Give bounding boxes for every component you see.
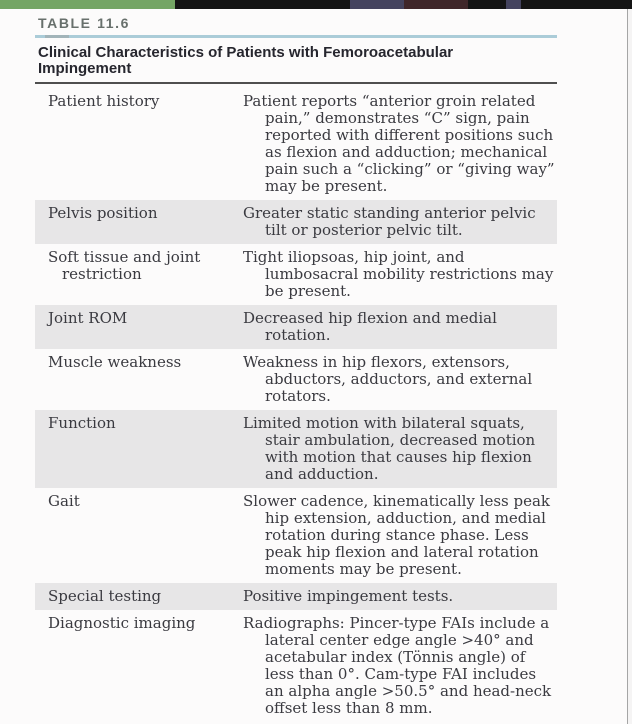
row-category: Special testing <box>48 587 162 605</box>
table-rows <box>35 88 557 722</box>
row-category: Soft tissue and joint restriction <box>48 248 201 283</box>
table-title: Clinical Characteristics of Patients with Femoroacetabular Impingement <box>38 44 454 77</box>
page-edge-strip <box>628 9 632 724</box>
row-category: Pelvis position <box>48 204 158 222</box>
row-description: Decreased hip flexion and medial rotation. <box>243 309 497 344</box>
row-description: Weakness in hip flexors, extensors, abductors, adductors, and external rotators. <box>243 353 533 405</box>
timeline-segment <box>506 0 521 9</box>
row-category: Joint ROM <box>48 309 128 327</box>
timeline-segment <box>350 0 404 9</box>
table-title-rule <box>35 82 557 84</box>
row-category: Function <box>48 414 116 432</box>
video-timeline[interactable] <box>0 0 632 9</box>
table-row <box>35 610 557 722</box>
row-description: Patient reports “anterior groin related pain,” demonstrates “C” sign, pain reported with different positions such as flexion and adduction; mechanical pain such a “clicking” or “giving way” may be present. <box>243 92 555 195</box>
row-description: Slower cadence, kinematically less peak hip extension, adduction, and medial rotation during stance phase. Less peak hip flexion and lateral rotation moments may be present. <box>243 492 551 578</box>
table-row <box>35 200 557 244</box>
row-category: Muscle weakness <box>48 353 182 371</box>
timeline-segment <box>0 0 175 9</box>
table-row <box>35 410 557 488</box>
row-description: Radiographs: Pincer-type FAIs include a lateral center edge angle >40° and acetabular index (Tönnis angle) of less than 0°. Cam-type FAI includes an alpha angle >50.5° and head-neck offset less than 8 mm. <box>243 614 552 717</box>
table-number-label: TABLE 11.6 <box>38 15 130 31</box>
table-row <box>35 244 557 305</box>
row-description: Tight iliopsoas, hip joint, and lumbosacral mobility restrictions may be present. <box>243 248 554 300</box>
row-description: Limited motion with bilateral squats, stair ambulation, decreased motion with motion that causes hip flexion and adduction. <box>243 414 536 483</box>
row-description: Greater static standing anterior pelvic tilt or posterior pelvic tilt. <box>243 204 536 239</box>
table-row <box>35 305 557 349</box>
table-row <box>35 349 557 410</box>
table-row <box>35 88 557 200</box>
table-row <box>35 488 557 583</box>
table-row <box>35 583 557 610</box>
row-description: Positive impingement tests. <box>243 587 454 605</box>
table-label-rule <box>35 35 557 38</box>
row-category: Gait <box>48 492 80 510</box>
document-page <box>35 9 557 724</box>
timeline-segment <box>404 0 468 9</box>
row-category: Diagnostic imaging <box>48 614 196 632</box>
row-category: Patient history <box>48 92 160 110</box>
